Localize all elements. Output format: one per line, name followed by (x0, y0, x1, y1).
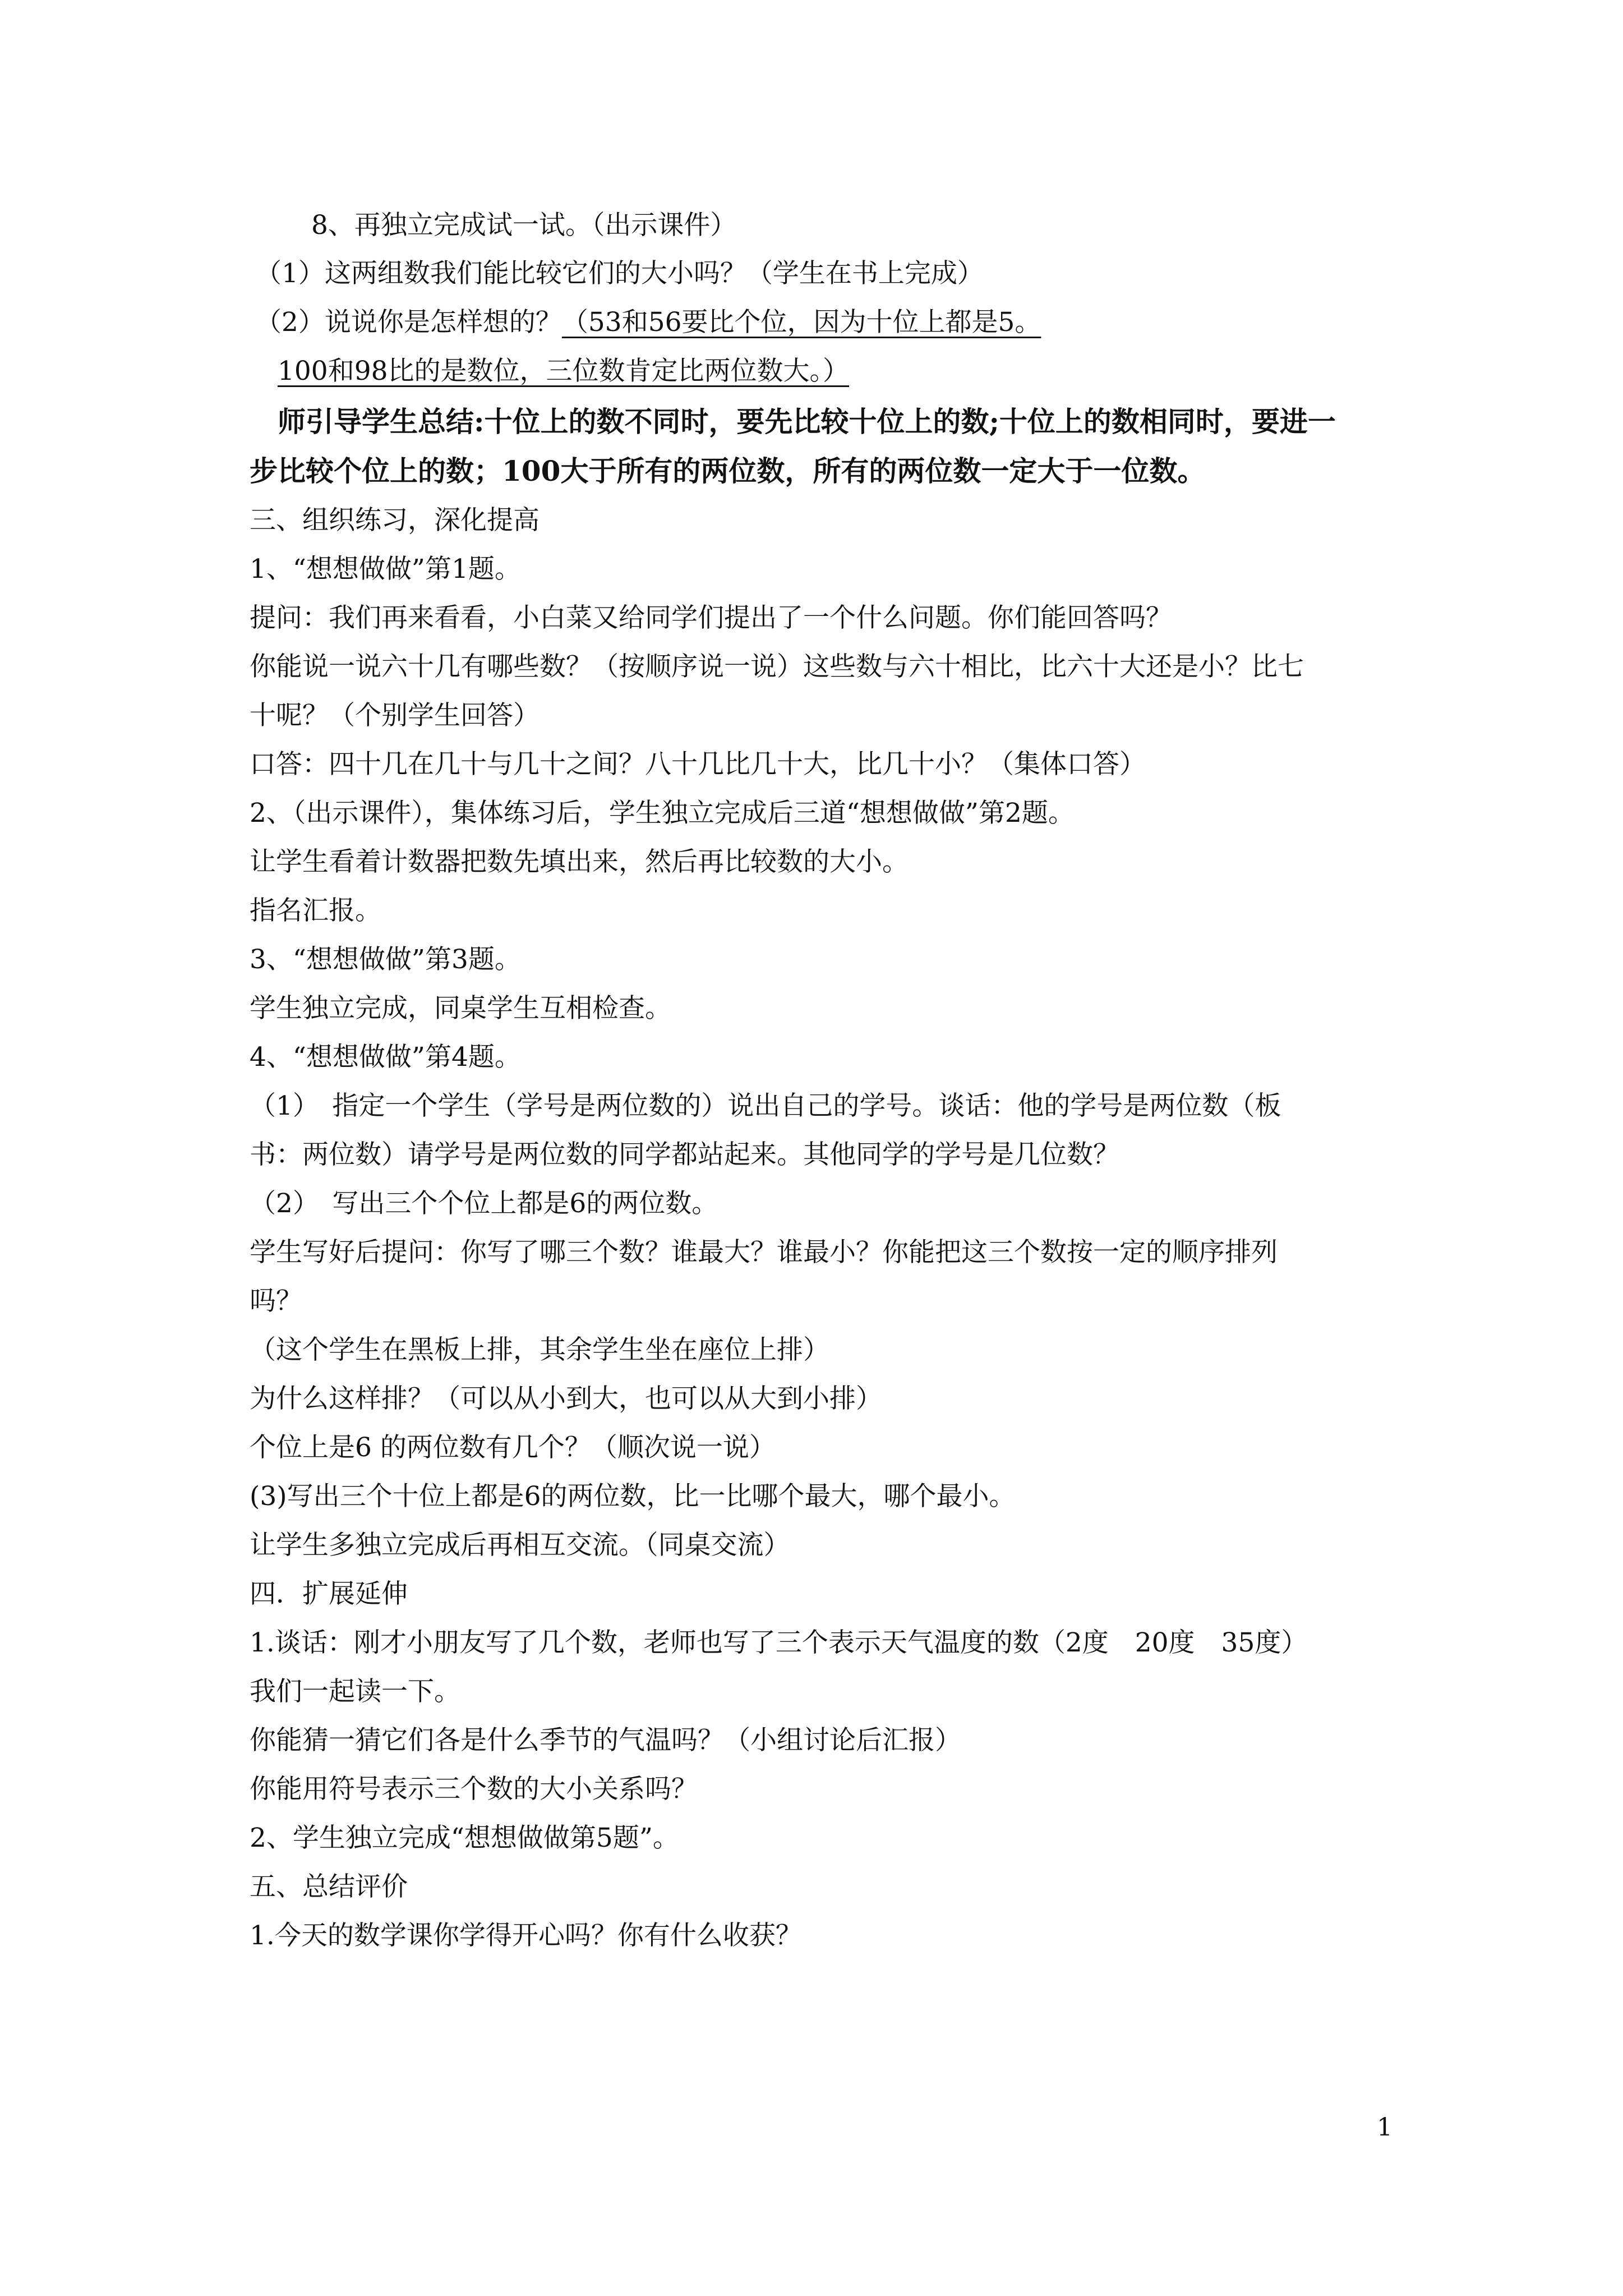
underlined-answer: 100和98比的是数位，三位数肯定比两位数大。） (278, 356, 850, 386)
text-line: （2） 写出三个个位上都是6的两位数。 (250, 1188, 718, 1219)
text-line: 你能说一说六十几有哪些数？（按顺序说一说）这些数与六十相比，比六十大还是小？比七 (250, 651, 1304, 682)
text-line: 个位上是6 的两位数有几个？（顺次说一说） (250, 1432, 776, 1463)
text-line: 1.今天的数学课你学得开心吗？你有什么收获？ (250, 1920, 802, 1951)
text-line: 你能猜一猜它们各是什么季节的气温吗？（小组讨论后汇报） (250, 1725, 961, 1756)
text-segment: （2）说说你是怎样想的？ (255, 307, 562, 338)
text-line: 书：两位数）请学号是两位数的同学都站起来。其他同学的学号是几位数？ (250, 1139, 1119, 1170)
text-line: 学生写好后提问：你写了哪三个数？谁最大？谁最小？你能把这三个数按一定的顺序排列 (250, 1237, 1278, 1268)
text-line: 吗？ (250, 1286, 302, 1317)
text-line: 8、再独立完成试一试。（出示课件） (311, 210, 737, 241)
text-line: 你能用符号表示三个数的大小关系吗？ (250, 1774, 698, 1805)
text-line: 学生独立完成，同桌学生互相检查。 (250, 993, 671, 1024)
text-line (255, 306, 1041, 339)
text-line: 让学生多独立完成后再相互交流。（同桌交流） (250, 1530, 790, 1561)
text-line: 指名汇报。 (250, 895, 381, 926)
underlined-answer: （53和56要比个位，因为十位上都是5。 (561, 307, 1041, 338)
summary-line: 师引导学生总结:十位上的数不同时，要先比较十位上的数;十位上的数相同时，要进一 (278, 405, 1336, 438)
text-line: （1） 指定一个学生（学号是两位数的）说出自己的学号。谈话：他的学号是两位数（板 (250, 1091, 1281, 1121)
page-number: 1 (1377, 2113, 1393, 2142)
text-line: 我们一起读一下。 (250, 1676, 460, 1707)
text-line: 4、“想想做做”第4题。 (250, 1042, 521, 1073)
summary-line: 步比较个位上的数；100大于所有的两位数，所有的两位数一定大于一位数。 (250, 454, 1206, 487)
text-line: 为什么这样排？（可以从小到大，也可以从大到小排） (250, 1383, 882, 1414)
text-line: 让学生看着计数器把数先填出来，然后再比较数的大小。 (250, 846, 909, 877)
text-line: 2、学生独立完成“想想做做第5题”。 (250, 1823, 679, 1853)
section-heading: 三、组织练习，深化提高 (250, 505, 540, 536)
text-line: 十呢？（个别学生回答） (250, 700, 540, 731)
text-line: 1.谈话：刚才小朋友写了几个数，老师也写了三个表示天气温度的数（2度 20度 35度） (250, 1627, 1308, 1658)
text-line: 1、“想想做做”第1题。 (250, 554, 521, 585)
section-heading: 四．扩展延伸 (250, 1579, 408, 1609)
text-line: （1）这两组数我们能比较它们的大小吗？（学生在书上完成） (255, 258, 984, 289)
text-line: (3)写出三个十位上都是6的两位数，比一比哪个最大，哪个最小。 (250, 1481, 1016, 1512)
text-line: （这个学生在黑板上排，其余学生坐在座位上排） (250, 1335, 829, 1365)
section-heading: 五、总结评价 (250, 1871, 408, 1902)
text-line: 口答：四十几在几十与几十之间？八十几比几十大，比几十小？（集体口答） (250, 749, 1146, 780)
text-line: 2、（出示课件），集体练习后，学生独立完成后三道“想想做做”第2题。 (250, 798, 1075, 829)
text-line: 3、“想想做做”第3题。 (250, 944, 521, 975)
text-line: 提问：我们再来看看，小白菜又给同学们提出了一个什么问题。你们能回答吗？ (250, 602, 1172, 633)
